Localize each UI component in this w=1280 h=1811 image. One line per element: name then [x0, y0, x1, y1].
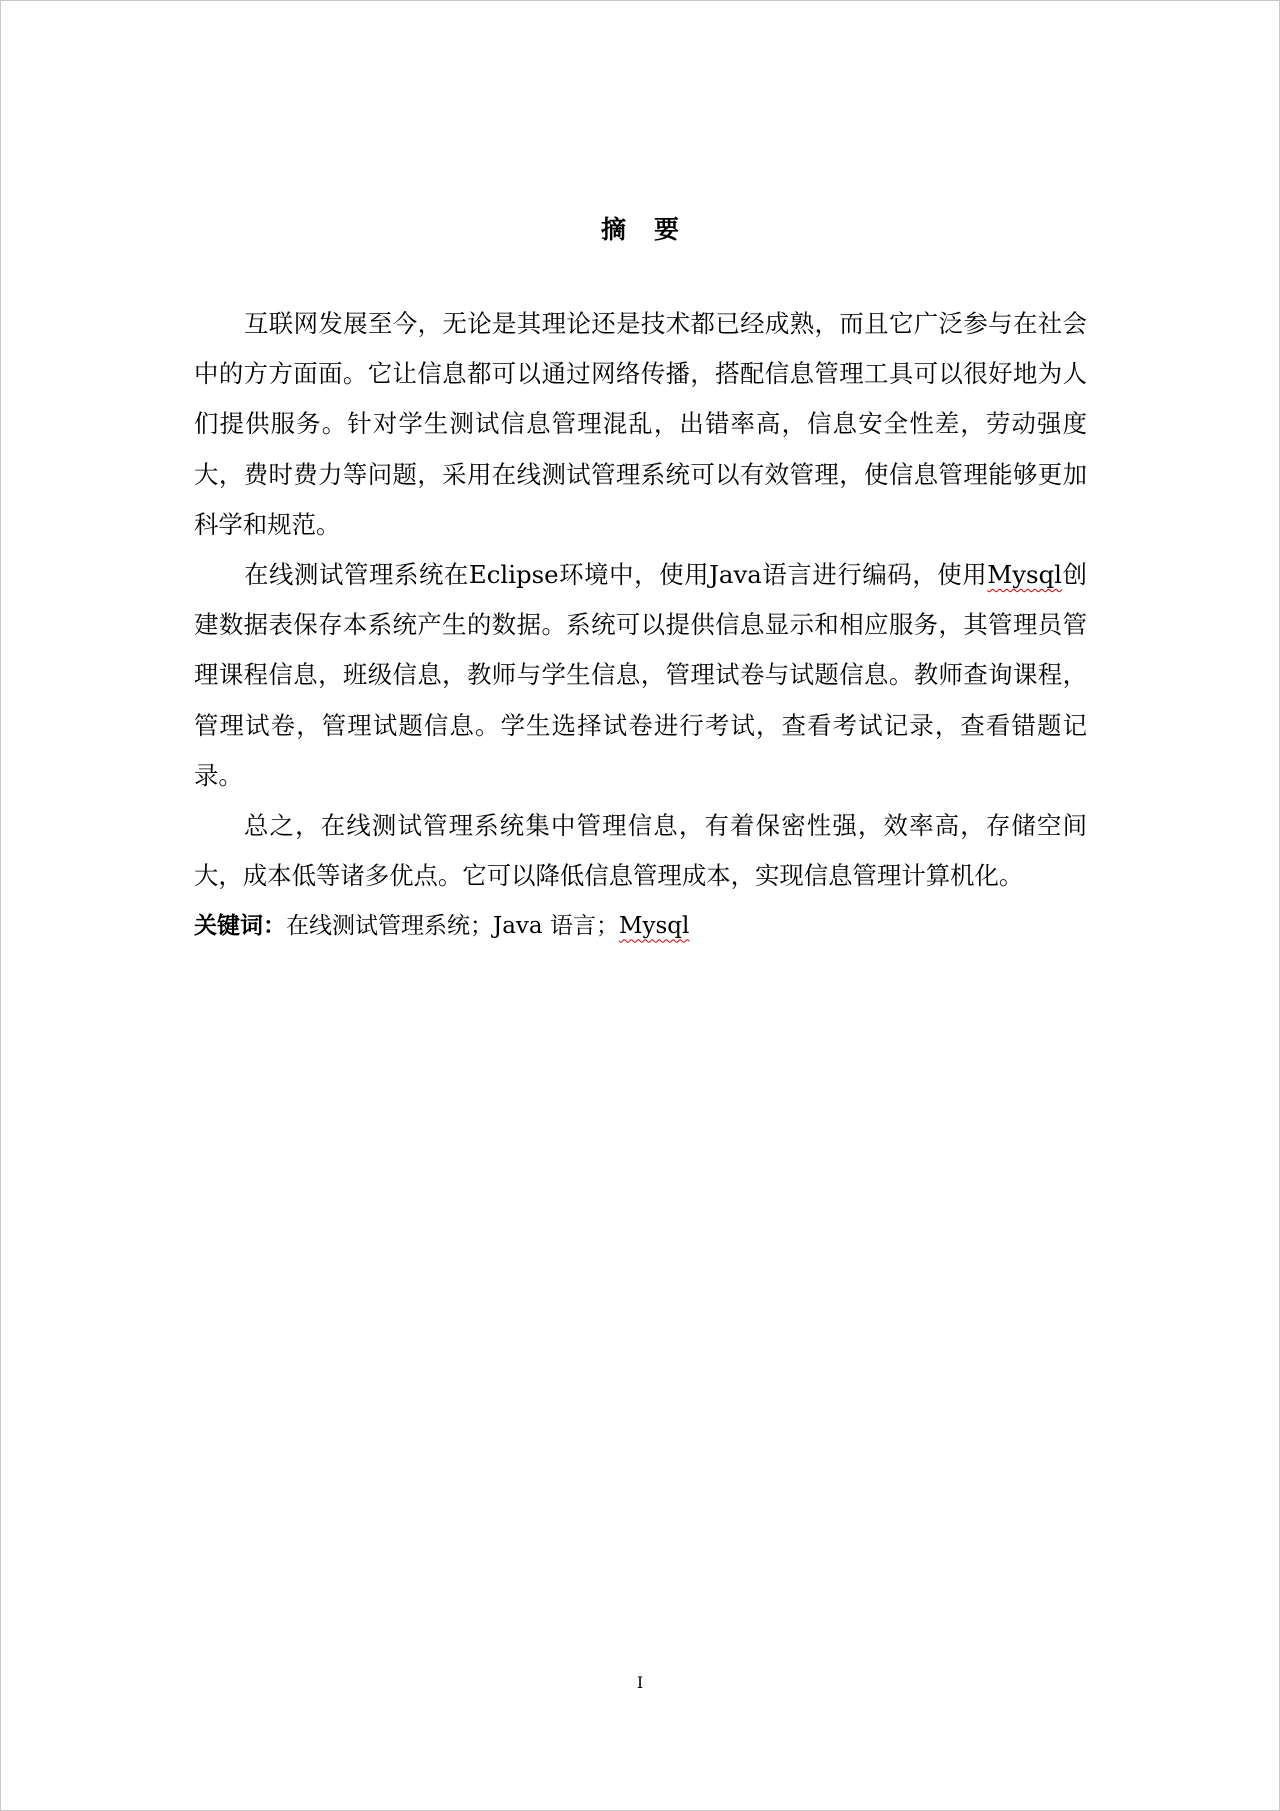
- abstract-paragraph-1: 互联网发展至今，无论是其理论还是技术都已经成熟，而且它广泛参与在社会中的方方面面。它让信息都可以通过网络传播，搭配信息管理工具可以很好地为人们提供服务。针对学生测试信息管理混乱，出错率高，信息安全性差，劳动强度大，费时费力等问题，采用在线测试管理系统可以有效管理，使信息管理能够更加科学和规范。: [194, 309, 1087, 539]
- page-number: I: [636, 1673, 644, 1692]
- abstract-body: [194, 299, 1087, 951]
- keywords-label: 关键词：: [194, 913, 286, 940]
- keywords-text-before: 在线测试管理系统；Java 语言；: [286, 913, 619, 940]
- spellcheck-flagged-word: Mysql: [987, 560, 1062, 590]
- abstract-paragraph-3: 总之，在线测试管理系统集中管理信息，有着保密性强，效率高，存储空间大，成本低等诸多优点。它可以降低信息管理成本，实现信息管理计算机化。: [194, 811, 1087, 891]
- abstract-title: 摘要: [600, 215, 707, 244]
- keywords-line: [194, 901, 1087, 951]
- spellcheck-flagged-keyword: Mysql: [618, 913, 690, 940]
- abstract-paragraph-2: [194, 550, 1087, 801]
- paragraph-2-text-before: 在线测试管理系统在Eclipse环境中，使用Java语言进行编码，使用: [244, 560, 988, 590]
- paragraph-2-text-after: 创建数据表保存本系统产生的数据。系统可以提供信息显示和相应服务，其管理员管理课程信息，班级信息，教师与学生信息，管理试卷与试题信息。教师查询课程，管理试卷，管理试题信息。学生选择试卷进行考试，查看考试记录，查看错题记录。: [194, 560, 1087, 790]
- keywords-text: [286, 913, 689, 939]
